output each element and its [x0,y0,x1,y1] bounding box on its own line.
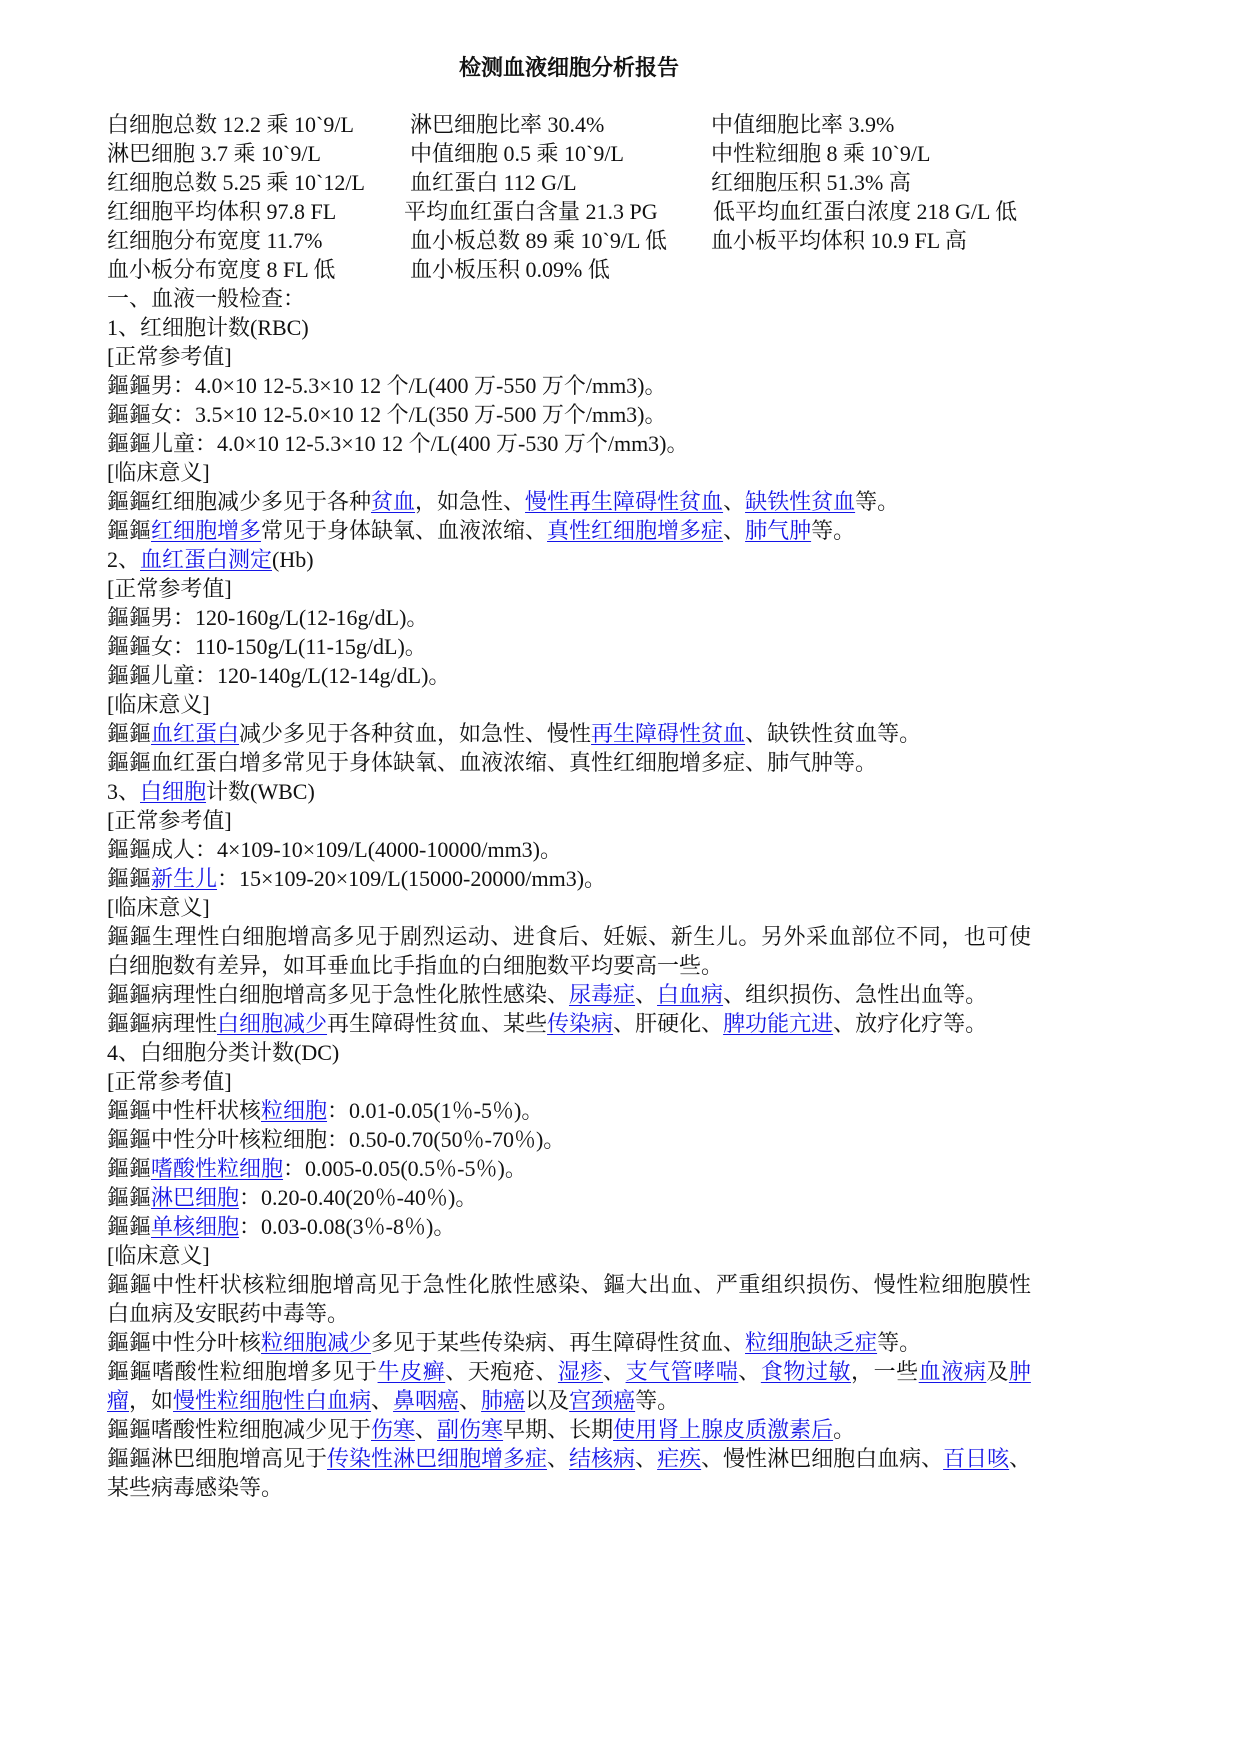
text-segment: ，如急性、 [415,489,526,514]
link-emphysema[interactable]: 肺气肿 [745,518,812,543]
subsection-heading-dc: 4、白细胞分类计数(DC) [107,1040,340,1065]
link-psoriasis[interactable]: 牛皮癣 [377,1359,446,1384]
reference-value-line: 鏂鏂成人：4×109-10×109/L(4000-10000/mm3)。 [107,837,563,862]
text-segment: 以及 [525,1388,570,1413]
subsection-heading-wbc [107,777,1107,806]
text-segment: ：0.005-0.05(0.5％-5％)。 [283,1156,527,1181]
summary-row [107,255,1107,284]
text-segment: 鏂鏂 [107,518,152,543]
link-eosinophil[interactable]: 嗜酸性粒细胞 [151,1156,284,1181]
link-nasopharyngeal-carcinoma[interactable]: 鼻咽癌 [393,1388,460,1413]
summary-cell-mch: 平均血红蛋白含量 21.3 PG [404,199,658,224]
link-eczema[interactable]: 湿疹 [557,1359,604,1384]
text-segment: 、 [1009,1446,1032,1471]
reference-value-line [107,1183,1107,1212]
text-line: 鏂鏂中性杆状核粒细胞增高见于急性化脓性感染、鏂大出血、严重组织损伤、慢性粒细胞膜性 [107,1272,1031,1297]
link-polycythemia-vera[interactable]: 真性红细胞增多症 [547,518,724,543]
text-segment: 鏂鏂嗜酸性粒细胞减少见于 [107,1417,372,1442]
reference-value-line: 鏂鏂男：4.0×10 12-5.3×10 12 个/L(400 万-550 万个/mm3)。 [107,373,667,398]
link-tuberculosis[interactable]: 结核病 [569,1446,636,1471]
link-corticosteroid-use[interactable]: 使用肾上腺皮质激素后 [613,1417,834,1442]
summary-row [107,168,1107,197]
section-heading: 一、血液一般检查： [107,286,306,311]
link-anemia[interactable]: 贫血 [371,489,416,514]
text-segment: 、天疱疮、 [445,1359,558,1384]
reference-value-line [107,1154,1107,1183]
reference-label: [正常参考值] [107,808,232,833]
link-lymphocyte[interactable]: 淋巴细胞 [151,1185,240,1210]
reference-value-line: 鏂鏂女：110-150g/L(11-15g/dL)。 [107,634,427,659]
link-newborn[interactable]: 新生儿 [151,866,218,891]
link-iron-deficiency-anemia[interactable]: 缺铁性贫血 [745,489,856,514]
text-segment: 鏂鏂红细胞减少多见于各种 [107,489,372,514]
text-segment: 鏂鏂 [107,866,152,891]
link-agranulocytosis[interactable]: 粒细胞缺乏症 [745,1330,878,1355]
subsection-heading-rbc: 1、红细胞计数(RBC) [107,315,309,340]
summary-cell-plateletcrit: 血小板压积 0.09% 低 [410,257,610,282]
text-segment: 计数(WBC) [206,779,315,804]
text-segment: 鏂鏂 [107,1185,152,1210]
text-segment: (Hb) [272,547,314,572]
reference-value-line: 鏂鏂男：120-160g/L(12-16g/dL)。 [107,605,429,630]
text-line [107,1444,1107,1473]
link-aplastic-anemia[interactable]: 再生障碍性贫血 [591,721,746,746]
text-line [107,487,1107,516]
text-segment: 早期、长期 [503,1417,614,1442]
text-line [107,980,1107,1009]
text-segment: 鏂鏂 [107,1214,152,1239]
link-hypersplenism[interactable]: 脾功能亢进 [723,1011,834,1036]
text-line [107,1386,1107,1415]
summary-row [107,226,1107,255]
reference-label: [正常参考值] [107,1069,232,1094]
report-content [107,110,1107,1502]
clinical-label: [临床意义] [107,692,210,717]
text-line: 鏂鏂生理性白细胞增高多见于剧烈运动、进食后、妊娠、新生儿。另外采血部位不同，也可使 [107,924,1031,949]
link-granulocyte[interactable]: 粒细胞 [261,1098,328,1123]
link-chronic-aplastic-anemia[interactable]: 慢性再生障碍性贫血 [525,489,724,514]
text-line [107,1328,1107,1357]
summary-cell-neutrophil-count: 中性粒细胞 8 乘 10`9/L [711,141,931,166]
link-chronic-myeloid-leukemia[interactable]: 慢性粒细胞性白血病 [173,1388,372,1413]
summary-row [107,197,1107,226]
link-tumor-part2[interactable]: 瘤 [107,1388,130,1413]
text-segment: 鏂鏂中性杆状核 [107,1098,262,1123]
text-segment: ，如 [129,1388,174,1413]
text-line [107,516,1107,545]
link-typhoid[interactable]: 伤寒 [371,1417,416,1442]
link-infectious-lymphocytosis[interactable]: 传染性淋巴细胞增多症 [327,1446,548,1471]
clinical-label: [临床意义] [107,460,210,485]
text-segment: 鏂鏂病理性 [107,1011,218,1036]
text-segment: 及 [986,1359,1009,1384]
text-segment: 鏂鏂 [107,1156,152,1181]
link-malaria[interactable]: 疟疾 [657,1446,702,1471]
link-white-blood-cell[interactable]: 白细胞 [140,779,207,804]
clinical-label: [临床意义] [107,1243,210,1268]
summary-cell-mid-count: 中值细胞 0.5 乘 10`9/L [410,141,624,166]
reference-value-line: 鏂鏂女：3.5×10 12-5.0×10 12 个/L(350 万-500 万个/mm3)。 [107,402,667,427]
link-tumor-part1[interactable]: 肿 [1008,1359,1031,1384]
summary-cell-mchc: 低平均血红蛋白浓度 218 G/L 低 [713,199,1018,224]
text-segment: 、 [603,1359,626,1384]
text-segment: ，一些 [851,1359,919,1384]
text-segment: 。 [833,1417,856,1442]
reference-value-line [107,864,1107,893]
text-segment: 、肝硬化、 [613,1011,724,1036]
text-segment: 、 [547,1446,570,1471]
text-segment: 、 [635,982,658,1007]
link-food-allergy[interactable]: 食物过敏 [760,1359,852,1384]
reference-value-line: 鏂鏂儿童：4.0×10 12-5.3×10 12 个/L(400 万-530 万个/mm3)。 [107,431,689,456]
reference-label: [正常参考值] [107,576,232,601]
text-line [107,719,1107,748]
subsection-heading-hb [107,545,1107,574]
text-line: 白血病及安眠药中毒等。 [107,1301,350,1326]
summary-cell-hemoglobin: 血红蛋白 112 G/L [410,170,577,195]
text-segment: 再生障碍性贫血、某些 [327,1011,548,1036]
text-segment: 鏂鏂病理性白细胞增高多见于急性化脓性感染、 [107,982,570,1007]
link-monocyte[interactable]: 单核细胞 [151,1214,240,1239]
summary-cell-hematocrit: 红细胞压积 51.3% 高 [711,170,911,195]
summary-cell-pdw: 血小板分布宽度 8 FL 低 [107,257,336,282]
link-leukopenia[interactable]: 白细胞减少 [217,1011,328,1036]
reference-value-line: 鏂鏂儿童：120-140g/L(12-14g/dL)。 [107,663,451,688]
text-segment: 常见于身体缺氧、血液浓缩、 [261,518,548,543]
summary-table [107,110,1107,284]
link-granulocytopenia[interactable]: 粒细胞减少 [261,1330,372,1355]
link-infectious-disease[interactable]: 传染病 [547,1011,614,1036]
text-segment: 、 [371,1388,394,1413]
link-hemoglobin-test[interactable]: 血红蛋白测定 [140,547,273,572]
summary-row [107,110,1107,139]
text-segment: 、 [459,1388,482,1413]
text-line [107,1357,1031,1386]
text-segment: 等。 [877,1330,922,1355]
reference-value-line [107,1096,1107,1125]
summary-cell-wbc-total: 白细胞总数 12.2 乘 10`9/L [107,112,354,137]
text-segment: ：15×109-20×109/L(15000-20000/mm3)。 [217,866,607,891]
text-line [107,1009,1107,1038]
text-segment: 、组织损伤、急性出血等。 [723,982,988,1007]
text-segment: 、慢性淋巴细胞白血病、 [701,1446,944,1471]
link-blood-disease[interactable]: 血液病 [918,1359,987,1384]
text-segment: ：0.01-0.05(1％-5％)。 [327,1098,544,1123]
reference-label: [正常参考值] [107,344,232,369]
reference-value-line [107,1212,1107,1241]
text-segment: 、 [723,489,746,514]
link-cervical-cancer[interactable]: 宫颈癌 [569,1388,636,1413]
summary-row [107,139,1107,168]
text-segment: ：0.20-0.40(20％-40％)。 [239,1185,478,1210]
summary-cell-lymph-ratio: 淋巴细胞比率 30.4% [410,112,605,137]
text-segment: 等。 [635,1388,680,1413]
link-erythrocytosis[interactable]: 红细胞增多 [151,518,262,543]
text-line [107,1415,1107,1444]
text-segment: 鏂鏂淋巴细胞增高见于 [107,1446,328,1471]
text-segment: 等。 [811,518,856,543]
summary-cell-mid-ratio: 中值细胞比率 3.9% [711,112,895,137]
link-bronchial-asthma[interactable]: 支气管哮喘 [625,1359,739,1384]
link-whooping-cough[interactable]: 百日咳 [943,1446,1010,1471]
summary-cell-mpv: 血小板平均体积 10.9 FL 高 [711,228,967,253]
text-segment: 3、 [107,779,141,804]
text-segment: 减少多见于各种贫血，如急性、慢性 [239,721,592,746]
text-segment: 、 [635,1446,658,1471]
text-segment: ：0.03-0.08(3％-8％)。 [239,1214,456,1239]
summary-cell-mcv: 红细胞平均体积 97.8 FL [107,199,337,224]
summary-cell-rbc-total: 红细胞总数 5.25 乘 10`12/L [107,170,365,195]
text-line: 某些病毒感染等。 [107,1475,284,1500]
text-segment: 2、 [107,547,141,572]
link-lung-cancer[interactable]: 肺癌 [481,1388,526,1413]
text-segment: 、缺铁性贫血等。 [745,721,922,746]
text-segment: 、 [723,518,746,543]
clinical-label: [临床意义] [107,895,210,920]
link-hemoglobin[interactable]: 血红蛋白 [151,721,240,746]
text-segment: 、放疗化疗等。 [833,1011,988,1036]
text-segment: 、 [738,1359,761,1384]
summary-cell-rdw: 红细胞分布宽度 11.7% [107,228,323,253]
text-segment: 等。 [855,489,900,514]
summary-cell-platelet-total: 血小板总数 89 乘 10`9/L 低 [410,228,668,253]
reference-value-line: 鏂鏂中性分叶核粒细胞：0.50-0.70(50％-70％)。 [107,1127,566,1152]
link-leukemia[interactable]: 白血病 [657,982,724,1007]
summary-cell-lymph-count: 淋巴细胞 3.7 乘 10`9/L [107,141,321,166]
link-uremia[interactable]: 尿毒症 [569,982,636,1007]
text-line: 白细胞数有差异，如耳垂血比手指血的白细胞数平均要高一些。 [107,953,724,978]
text-segment: 鏂鏂中性分叶核 [107,1330,262,1355]
text-segment: 鏂鏂 [107,721,152,746]
text-segment: 、 [415,1417,438,1442]
text-segment: 鏂鏂嗜酸性粒细胞增多见于 [107,1359,378,1384]
report-title: 检测血液细胞分析报告 [458,55,679,80]
text-line: 鏂鏂血红蛋白增多常见于身体缺氧、血液浓缩、真性红细胞增多症、肺气肿等。 [107,750,878,775]
text-segment: 多见于某些传染病、再生障碍性贫血、 [371,1330,746,1355]
link-paratyphoid[interactable]: 副伤寒 [437,1417,504,1442]
